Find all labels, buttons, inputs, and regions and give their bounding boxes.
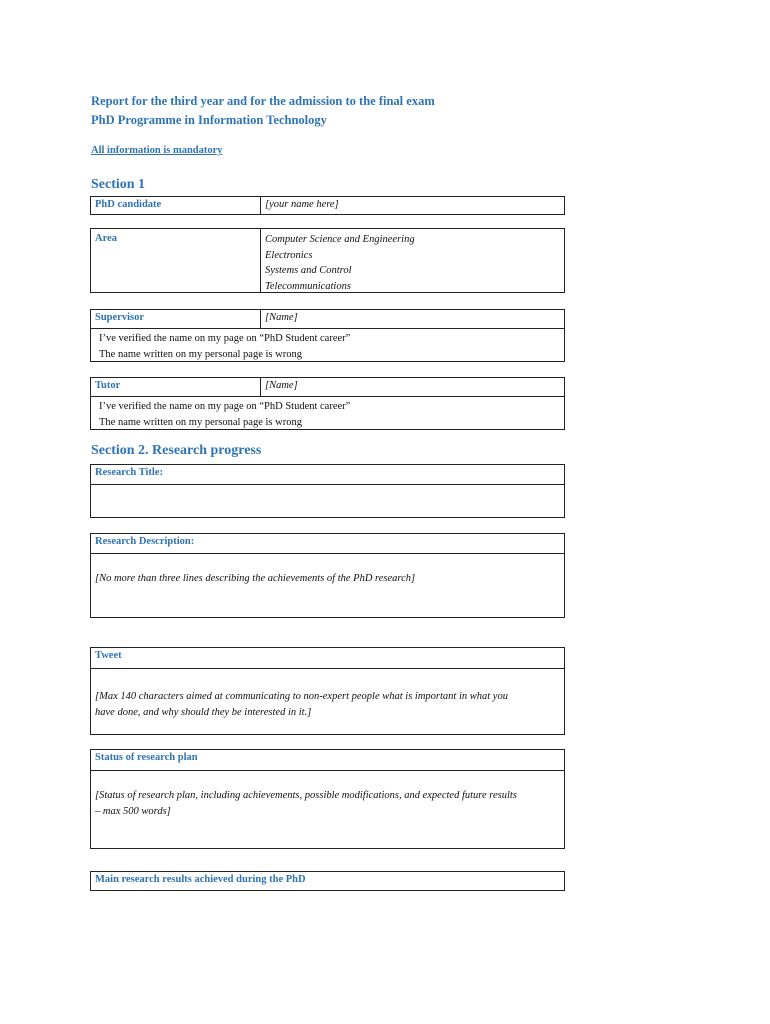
supervisor-verified-option[interactable]: I’ve verified the name on my page on “PhD Student career”	[99, 333, 351, 344]
candidate-name-field[interactable]: [your name here]	[265, 199, 339, 210]
area-option-cse[interactable]: Computer Science and Engineering	[265, 234, 415, 245]
research-description-label: Research Description:	[95, 536, 195, 547]
status-placeholder-line1: [Status of research plan, including achievements, possible modifications, and expected future results	[95, 790, 517, 801]
tutor-name-field[interactable]: [Name]	[265, 380, 298, 391]
supervisor-wrong-option[interactable]: The name written on my personal page is wrong	[99, 348, 302, 360]
status-placeholder-line2: – max 500 words]	[95, 805, 171, 817]
tweet-field[interactable]	[91, 669, 564, 722]
mandatory-note: All information is mandatory	[91, 145, 223, 156]
tutor-verified-option[interactable]: I’ve verified the name on my page on “PhD Student career”	[99, 401, 351, 412]
tutor-table	[90, 377, 565, 430]
candidate-table	[90, 196, 565, 215]
tweet-placeholder-line2: have done, and why should they be interested in it.]	[95, 706, 312, 718]
supervisor-label: Supervisor	[91, 310, 261, 328]
tweet-label: Tweet	[95, 650, 122, 661]
section2-title: Section 2. Research progress	[91, 443, 262, 458]
tweet-table	[90, 647, 565, 735]
supervisor-table	[90, 309, 565, 362]
research-description-table	[90, 533, 565, 618]
status-table	[90, 749, 565, 849]
research-title-label: Research Title:	[95, 467, 163, 478]
report-title-line2: PhD Programme in Information Technology	[91, 113, 327, 127]
area-table	[90, 228, 565, 293]
status-label: Status of research plan	[95, 752, 198, 763]
status-field[interactable]	[91, 771, 564, 821]
main-results-table	[90, 871, 565, 891]
main-results-label: Main research results achieved during the PhD	[95, 874, 306, 885]
research-title-table	[90, 464, 565, 518]
area-option-telecom[interactable]: Telecommunications	[265, 280, 351, 292]
supervisor-verification	[91, 329, 564, 364]
tutor-label: Tutor	[91, 378, 261, 396]
area-label: Area	[91, 229, 261, 292]
area-option-electronics[interactable]: Electronics	[265, 249, 313, 261]
research-title-field[interactable]	[91, 485, 564, 517]
tutor-verification	[91, 397, 564, 432]
section1-title: Section 1	[91, 177, 146, 192]
tutor-wrong-option[interactable]: The name written on my personal page is wrong	[99, 416, 302, 428]
area-options	[261, 229, 564, 292]
report-title-line1: Report for the third year and for the admission to the final exam	[91, 94, 435, 108]
supervisor-name-field[interactable]: [Name]	[265, 312, 298, 323]
tweet-placeholder-line1: [Max 140 characters aimed at communicating to non-expert people what is important in what you	[95, 691, 508, 702]
candidate-label: PhD candidate	[91, 197, 261, 214]
research-description-field[interactable]: [No more than three lines describing the achievements of the PhD research]	[95, 573, 416, 584]
area-option-systems-control[interactable]: Systems and Control	[265, 265, 352, 276]
